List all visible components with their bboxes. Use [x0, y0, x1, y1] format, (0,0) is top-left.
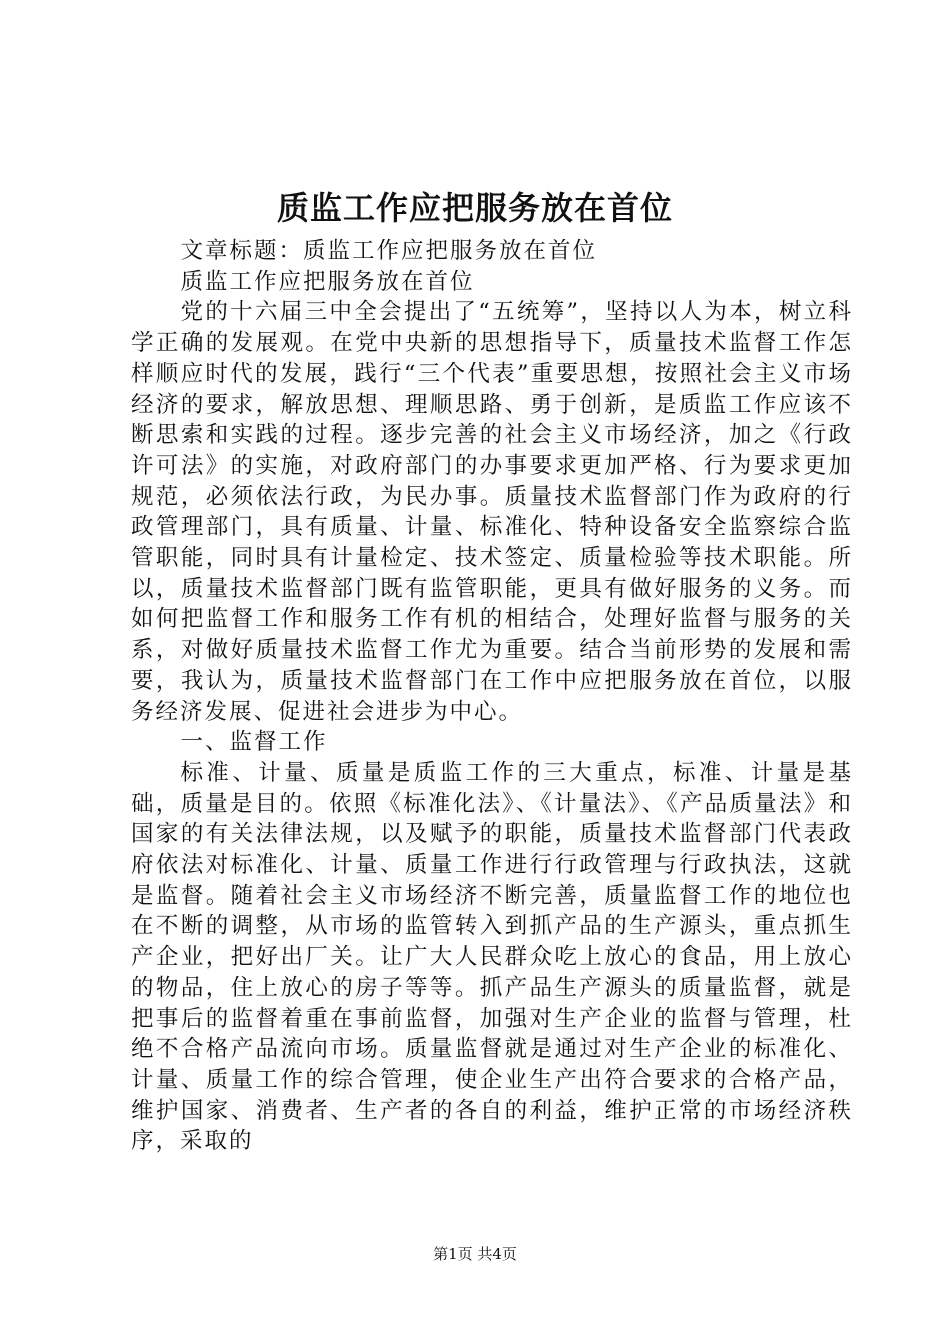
document-body [131, 236, 853, 1157]
paragraph-supervision: 标准、计量、质量是质监工作的三大重点，标准、计量是基础，质量是目的。依照《标准化法》、《计量法》、《产品质量法》和国家的有关法律法规，以及赋予的职能，质量技术监督部门代表政府依法对标准化、计量、质量工作进行行政管理与行政执法，这就是监督。随着社会主义市场经济不断完善，质量监督工作的地位也在不断的调整，从市场的监管转入到抓产品的生产源头，重点抓生产企业，把好出厂关。让广大人民群众吃上放心的食品，用上放心的物品，住上放心的房子等等。抓产品生产源头的质量监督，就是把事后的监督着重在事前监督，加强对生产企业的监督与管理，杜绝不合格产品流向市场。质量监督就是通过对生产企业的标准化、计量、质量工作的综合管理，使企业生产出符合要求的合格产品，维护国家、消费者、生产者的各自的利益，维护正常的市场经济秩序，采取的 [131, 759, 853, 1155]
paragraph-intro: 党的十六届三中全会提出了“五统筹”，坚持以人为本，树立科学正确的发展观。在党中央新的思想指导下，质量技术监督工作怎样顺应时代的发展，践行“三个代表”重要思想，按照社会主义市场经济的要求，解放思想、理顺思路、勇于创新，是质监工作应该不断思索和实践的过程。逐步完善的社会主义市场经济，加之《行政许可法》的实施，对政府部门的办事要求更加严格、行为要求更加规范，必须依法行政，为民办事。质量技术监督部门作为政府的行政管理部门，具有质量、计量、标准化、特种设备安全监察综合监管职能，同时具有计量检定、技术签定、质量检验等技术职能。所以，质量技术监督部门既有监管职能，更具有做好服务的义务。而如何把监督工作和服务工作有机的相结合，处理好监督与服务的关系，对做好质量技术监督工作尤为重要。结合当前形势的发展和需要，我认为，质量技术监督部门在工作中应把服务放在首位，以服务经济发展、促进社会进步为中心。 [131, 299, 853, 725]
article-title-line: 文章标题：质监工作应把服务放在首位 [180, 238, 598, 264]
subtitle-line: 质监工作应把服务放在首位 [180, 268, 475, 295]
section-heading: 一、监督工作 [180, 729, 328, 756]
document-title: 质监工作应把服务放在首位 [276, 189, 673, 227]
page-footer: 第1页 共4页 [433, 1245, 517, 1263]
